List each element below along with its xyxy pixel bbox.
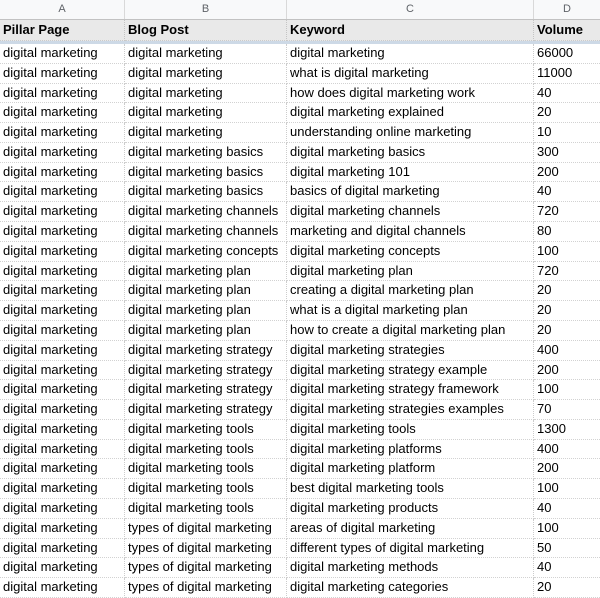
cell[interactable]: 20 (534, 321, 600, 341)
cell[interactable]: understanding online marketing (287, 123, 534, 143)
cell[interactable]: 50 (534, 539, 600, 559)
cell[interactable]: digital marketing (0, 103, 125, 123)
cell[interactable]: digital marketing (0, 499, 125, 519)
cell[interactable]: digital marketing platform (287, 459, 534, 479)
cell[interactable]: digital marketing (0, 163, 125, 183)
cell[interactable]: digital marketing tools (287, 420, 534, 440)
cell[interactable]: 720 (534, 262, 600, 282)
frozen-header-row (0, 20, 600, 41)
cell[interactable]: 100 (534, 380, 600, 400)
cell[interactable]: digital marketing (0, 301, 125, 321)
cell[interactable]: 100 (534, 242, 600, 262)
table-row (0, 539, 600, 559)
table-row (0, 440, 600, 460)
cell[interactable]: 40 (534, 84, 600, 104)
cell[interactable]: digital marketing (0, 84, 125, 104)
table-row (0, 281, 600, 301)
column-letters-row (0, 0, 600, 20)
cell[interactable]: basics of digital marketing (287, 182, 534, 202)
cell[interactable]: digital marketing tools (125, 499, 287, 519)
table-row (0, 202, 600, 222)
header-cell-volume[interactable]: Volume (534, 20, 600, 41)
cell[interactable]: digital marketing strategy (125, 400, 287, 420)
cell[interactable]: digital marketing plan (125, 281, 287, 301)
cell[interactable]: digital marketing (0, 281, 125, 301)
cell[interactable]: digital marketing (0, 44, 125, 64)
cell[interactable]: digital marketing (0, 202, 125, 222)
cell[interactable]: 100 (534, 479, 600, 499)
cell[interactable]: digital marketing 101 (287, 163, 534, 183)
cell[interactable]: digital marketing tools (125, 440, 287, 460)
cell[interactable]: digital marketing tools (125, 479, 287, 499)
cell[interactable]: digital marketing plan (125, 321, 287, 341)
cell[interactable]: 200 (534, 361, 600, 381)
cell[interactable]: digital marketing products (287, 499, 534, 519)
cell[interactable]: digital marketing concepts (125, 242, 287, 262)
cell[interactable]: digital marketing strategy framework (287, 380, 534, 400)
cell[interactable]: 66000 (534, 44, 600, 64)
table-row (0, 44, 600, 64)
table-row (0, 400, 600, 420)
cell[interactable]: digital marketing basics (287, 143, 534, 163)
cell[interactable]: digital marketing (125, 103, 287, 123)
cell[interactable]: 720 (534, 202, 600, 222)
cell[interactable]: digital marketing (287, 44, 534, 64)
cell[interactable]: digital marketing methods (287, 558, 534, 578)
cell[interactable]: digital marketing (125, 44, 287, 64)
cell[interactable]: digital marketing (0, 558, 125, 578)
cell[interactable]: digital marketing (0, 182, 125, 202)
cell[interactable]: 20 (534, 578, 600, 598)
column-header-a[interactable]: A (0, 0, 125, 19)
cell[interactable]: 40 (534, 499, 600, 519)
cell[interactable]: digital marketing strategy example (287, 361, 534, 381)
table-row (0, 558, 600, 578)
cell[interactable]: 1300 (534, 420, 600, 440)
cell[interactable]: 20 (534, 281, 600, 301)
cell[interactable]: digital marketing (0, 459, 125, 479)
cell[interactable]: digital marketing (0, 143, 125, 163)
cell[interactable]: digital marketing (0, 361, 125, 381)
cell[interactable]: digital marketing (0, 380, 125, 400)
table-row (0, 262, 600, 282)
cell[interactable]: digital marketing (0, 479, 125, 499)
cell[interactable]: 40 (534, 558, 600, 578)
cell[interactable]: digital marketing channels (125, 202, 287, 222)
cell[interactable]: digital marketing (0, 539, 125, 559)
cell[interactable]: digital marketing basics (125, 182, 287, 202)
cell[interactable]: digital marketing (125, 123, 287, 143)
cell[interactable]: digital marketing (125, 64, 287, 84)
cell[interactable]: 100 (534, 519, 600, 539)
cell[interactable]: 200 (534, 163, 600, 183)
cell[interactable]: 70 (534, 400, 600, 420)
table-row (0, 341, 600, 361)
cell[interactable]: digital marketing (0, 420, 125, 440)
cell[interactable]: types of digital marketing (125, 558, 287, 578)
column-header-c[interactable]: C (287, 0, 534, 19)
cell[interactable]: types of digital marketing (125, 539, 287, 559)
cell[interactable]: how does digital marketing work (287, 84, 534, 104)
cell[interactable]: digital marketing strategy (125, 341, 287, 361)
cell[interactable]: digital marketing explained (287, 103, 534, 123)
cell[interactable]: digital marketing (0, 519, 125, 539)
cell[interactable]: digital marketing plan (125, 301, 287, 321)
column-header-d[interactable]: D (563, 3, 571, 15)
table-row (0, 301, 600, 321)
header-cell-pillar-page[interactable]: Pillar Page (0, 20, 125, 41)
cell[interactable]: how to create a digital marketing plan (287, 321, 534, 341)
cell[interactable]: 400 (534, 440, 600, 460)
cell[interactable]: 400 (534, 341, 600, 361)
cell[interactable]: digital marketing concepts (287, 242, 534, 262)
cell[interactable]: digital marketing strategy (125, 361, 287, 381)
cell[interactable]: digital marketing (0, 222, 125, 242)
cell[interactable]: what is a digital marketing plan (287, 301, 534, 321)
cell[interactable]: digital marketing (0, 64, 125, 84)
table-row (0, 519, 600, 539)
table-row (0, 182, 600, 202)
cell[interactable]: digital marketing channels (125, 222, 287, 242)
cell[interactable]: digital marketing channels (287, 202, 534, 222)
table-row (0, 361, 600, 381)
data-rows-container (0, 44, 600, 598)
table-row (0, 578, 600, 598)
cell[interactable]: digital marketing tools (125, 420, 287, 440)
cell[interactable]: 20 (534, 103, 600, 123)
table-row (0, 499, 600, 519)
cell[interactable]: areas of digital marketing (287, 519, 534, 539)
cell[interactable]: digital marketing (0, 440, 125, 460)
cell[interactable]: digital marketing (0, 341, 125, 361)
cell[interactable]: what is digital marketing (287, 64, 534, 84)
cell[interactable]: types of digital marketing (125, 519, 287, 539)
cell[interactable]: digital marketing plan (287, 262, 534, 282)
cell[interactable]: 200 (534, 459, 600, 479)
table-row (0, 222, 600, 242)
header-cell-blog-post[interactable]: Blog Post (125, 20, 287, 41)
cell[interactable]: digital marketing strategies (287, 341, 534, 361)
cell[interactable]: 80 (534, 222, 600, 242)
cell[interactable]: digital marketing basics (125, 163, 287, 183)
cell[interactable]: digital marketing (0, 578, 125, 598)
cell[interactable]: best digital marketing tools (287, 479, 534, 499)
cell[interactable]: digital marketing platforms (287, 440, 534, 460)
cell[interactable]: different types of digital marketing (287, 539, 534, 559)
cell[interactable]: 20 (534, 301, 600, 321)
cell[interactable]: digital marketing tools (125, 459, 287, 479)
table-row (0, 242, 600, 262)
cell[interactable]: 300 (534, 143, 600, 163)
header-cell-keyword[interactable]: Keyword (287, 20, 534, 41)
cell[interactable]: 40 (534, 182, 600, 202)
table-row (0, 479, 600, 499)
cell[interactable]: digital marketing (125, 84, 287, 104)
cell[interactable]: types of digital marketing (125, 578, 287, 598)
cell[interactable]: digital marketing (0, 321, 125, 341)
cell[interactable]: digital marketing strategy (125, 380, 287, 400)
table-row (0, 380, 600, 400)
cell[interactable]: 11000 (534, 64, 600, 84)
table-row (0, 103, 600, 123)
cell[interactable]: digital marketing (0, 242, 125, 262)
cell[interactable]: digital marketing (0, 400, 125, 420)
table-row (0, 143, 600, 163)
table-row (0, 420, 600, 440)
cell[interactable]: digital marketing plan (125, 262, 287, 282)
cell[interactable]: digital marketing strategies examples (287, 400, 534, 420)
table-row (0, 459, 600, 479)
cell[interactable]: digital marketing (0, 262, 125, 282)
table-row (0, 123, 600, 143)
table-row (0, 321, 600, 341)
cell[interactable]: digital marketing (0, 123, 125, 143)
cell[interactable]: creating a digital marketing plan (287, 281, 534, 301)
cell[interactable]: digital marketing basics (125, 143, 287, 163)
cell[interactable]: marketing and digital channels (287, 222, 534, 242)
table-row (0, 84, 600, 104)
table-row (0, 64, 600, 84)
table-row (0, 163, 600, 183)
column-header-b[interactable]: B (125, 0, 287, 19)
cell[interactable]: 10 (534, 123, 600, 143)
cell[interactable]: digital marketing categories (287, 578, 534, 598)
